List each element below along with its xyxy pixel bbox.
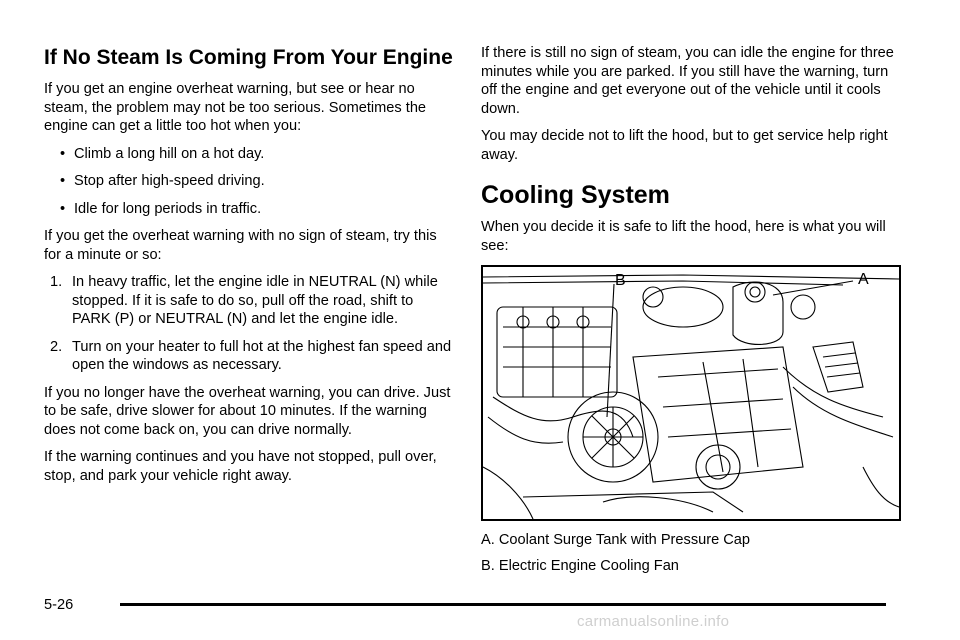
service-paragraph: You may decide not to lift the hood, but to get service help right away. (481, 128, 888, 163)
label-a: A (858, 271, 869, 288)
idle-paragraph: If there is still no sign of steam, you can idle the engine for three minutes while you are parked. If you still have the warning, turn off the engine and get everyone out of the vehicle until it cools down. (481, 45, 894, 117)
label-b: B (615, 272, 626, 289)
bullet-list (44, 145, 454, 219)
right-column (481, 44, 901, 582)
steps-list (44, 273, 454, 375)
warning-continues-paragraph: If the warning continues and you have not stopped, pull over, stop, and park your vehicle right away. (44, 449, 437, 484)
bullet-icon: • (60, 200, 66, 217)
caption-a: A. Coolant Surge Tank with Pressure Cap (481, 532, 751, 548)
bullet-icon: • (60, 145, 66, 162)
left-column (44, 44, 454, 494)
section-heading-cooling-system: Cooling System (481, 181, 670, 209)
hood-paragraph: When you decide it is safe to lift the hood, here is what you will see: (481, 219, 886, 254)
footer-rule (120, 603, 886, 606)
watermark: carmanualsonline.info (577, 613, 730, 630)
section-heading-no-steam: If No Steam Is Coming From Your Engine (44, 46, 453, 69)
no-warning-paragraph: If you no longer have the overheat warning, you can drive. Just to be safe, drive slower for about 10 minutes. If the warning does not come back on, you can drive normally. (44, 384, 451, 438)
page-number: 5-26 (44, 597, 74, 613)
bullet-item: • Idle for long periods in traffic. (60, 200, 262, 217)
step-item: 2. Turn on your heater to full hot at the highest fan speed and open the windows as necessary. (50, 338, 452, 373)
caption-b: B. Electric Engine Cooling Fan (481, 557, 679, 574)
engine-compartment-illustration (481, 265, 901, 521)
bullet-item: • Climb a long hill on a hot day. (60, 145, 265, 162)
bullet-item: • Stop after high-speed driving. (60, 173, 265, 189)
intro-paragraph: If you get an engine overheat warning, but see or hear no steam, the problem may not be too serious. Sometimes the engine can get a little too hot when you: (44, 81, 427, 134)
overheat-paragraph: If you get the overheat warning with no sign of steam, try this for a minute or so: (44, 228, 437, 263)
bullet-icon: • (60, 173, 66, 189)
engine-drawing (483, 267, 899, 519)
step-item: 1. In heavy traffic, let the engine idle in NEUTRAL (N) while stopped. If it is safe to do so, pull off the road, shift to PARK (P) or NEUTRAL (N) and let the engine idle. (50, 274, 438, 327)
